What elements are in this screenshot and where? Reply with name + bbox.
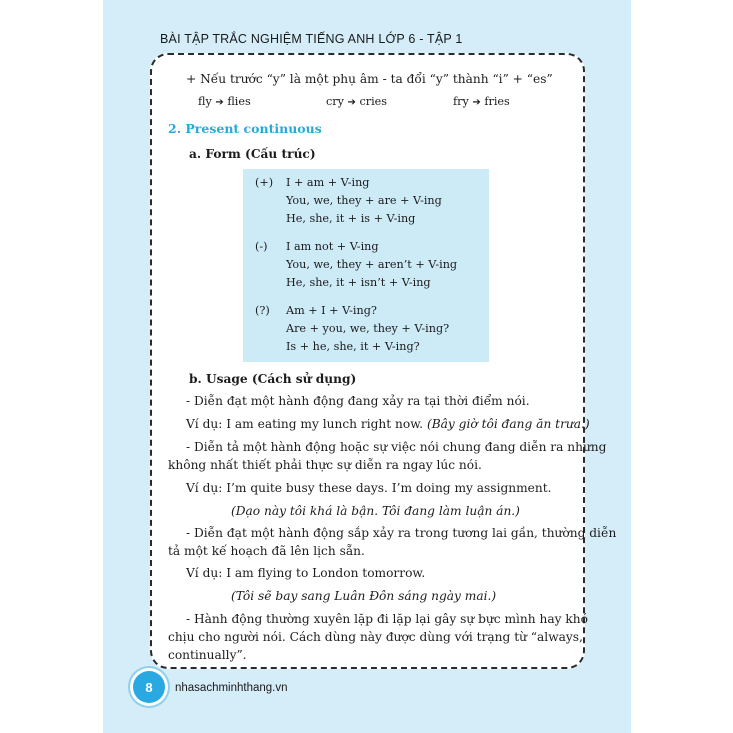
rule-text: + Nếu trước “y” là một phụ âm - ta đổi “y” thành “i” + “es” [186,72,553,86]
form-line: You, we, they + are + V-ing [286,194,442,207]
form-line: He, she, it + isn’t + V-ing [286,276,431,289]
example-fly [198,96,251,108]
usage-point-4-line2: chịu cho người nói. Cách dùng này được dùng với trạng từ “always, [168,630,583,644]
example-to: cries [359,95,388,108]
example-sentence: I am eating my lunch right now. [226,417,424,431]
example-from: fly [198,95,212,108]
usage-heading: b. Usage (Cách sử dụng) [189,372,357,386]
form-line: Are + you, we, they + V-ing? [286,322,450,335]
form-line: You, we, they + aren’t + V-ing [286,258,458,271]
example-label: Ví dụ: [186,566,223,580]
arrow-right-icon: ➔ [215,97,224,108]
form-heading: a. Form (Cấu trúc) [189,147,316,161]
example-label: Ví dụ: [186,417,223,431]
publisher-website: nhasachminhthang.vn [175,682,288,694]
usage-point-4-line3: continually”. [168,648,247,662]
example-to: fries [484,95,510,108]
example-translation: (Tôi sẽ bay sang Luân Đôn sáng ngày mai.) [231,589,497,603]
example-sentence: I am flying to London tomorrow. [226,566,426,580]
example-from: cry [326,95,344,108]
usage-example-1 [186,418,590,430]
page-number-badge: 8 [133,671,165,703]
example-label: Ví dụ: [186,481,223,495]
form-line: He, she, it + is + V-ing [286,212,416,225]
arrow-right-icon: ➔ [347,97,356,108]
usage-point-4-line1: - Hành động thường xuyên lặp đi lặp lại gây sự bực mình hay khó [186,612,588,626]
usage-point-3-line2: tả một kế hoạch đã lên lịch sẵn. [168,544,365,558]
usage-point-3-line1: - Diễn đạt một hành động sắp xảy ra trong tương lai gần, thường diễn [186,526,617,540]
example-translation: (Dạo này tôi khá là bận. Tôi đang làm luận án.) [231,504,520,518]
arrow-right-icon: ➔ [472,97,481,108]
usage-point-2-line2: không nhất thiết phải thực sự diễn ra ngay lúc nói. [168,458,482,472]
form-line: Is + he, she, it + V-ing? [286,340,420,353]
form-sign-negative: (-) [255,240,268,253]
example-to: flies [227,95,251,108]
example-sentence: I’m quite busy these days. I’m doing my assignment. [226,481,552,495]
book-header-title: BÀI TẬP TRẮC NGHIỆM TIẾNG ANH LỚP 6 - TẬP 1 [160,32,463,46]
usage-point-1: - Diễn đạt một hành động đang xảy ra tại thời điểm nói. [186,394,530,408]
form-sign-positive: (+) [255,176,274,189]
section-heading: 2. Present continuous [168,121,322,136]
example-cry [326,96,387,108]
form-line: Am + I + V-ing? [286,304,377,317]
example-translation: (Bây giờ tôi đang ăn trưa.) [426,417,590,431]
example-fry [453,96,510,108]
form-line: I + am + V-ing [286,176,370,189]
form-line: I am not + V-ing [286,240,379,253]
usage-point-2-line1: - Diễn tả một hành động hoặc sự việc nói chung đang diễn ra nhưng [186,440,607,454]
example-from: fry [453,95,469,108]
usage-example-2 [186,482,552,494]
form-sign-question: (?) [255,304,270,317]
usage-example-3 [186,567,425,579]
